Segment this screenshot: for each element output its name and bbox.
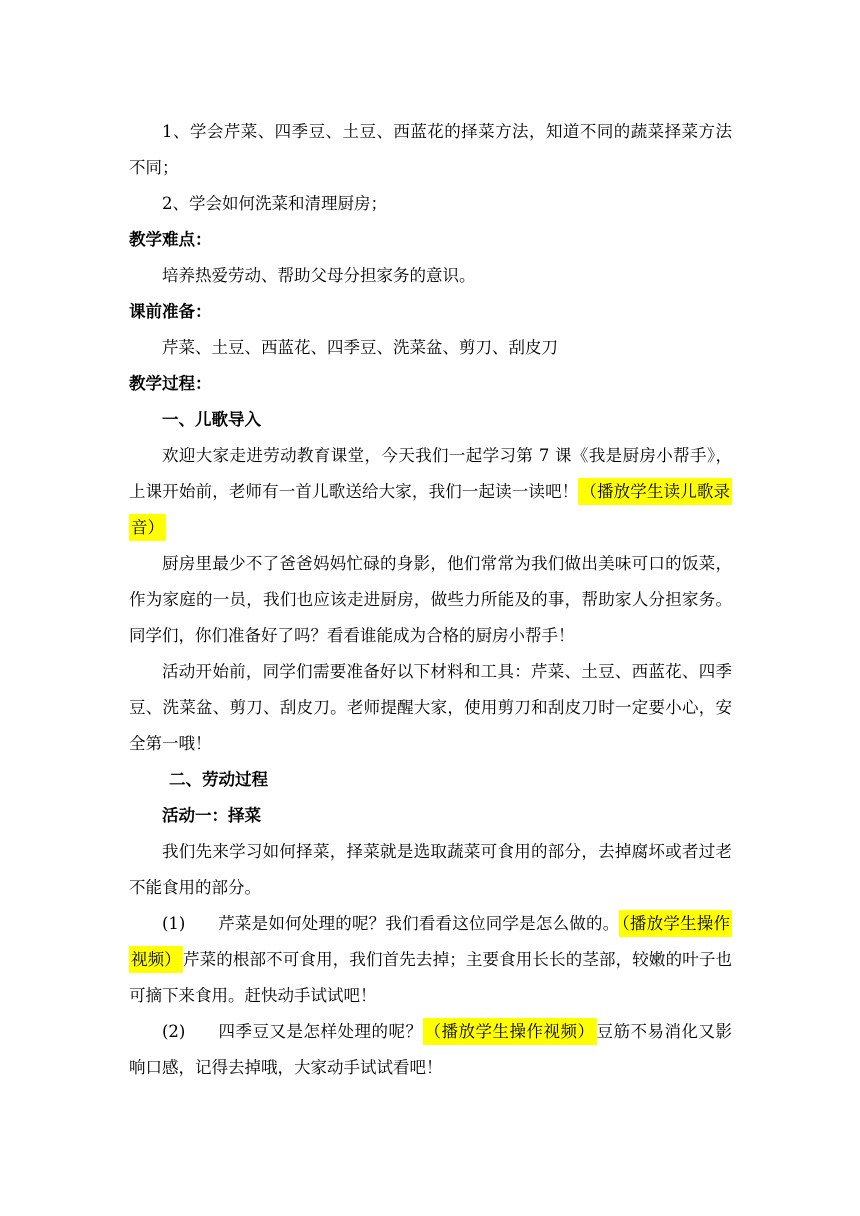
difficulty-heading: 教学难点： [129, 230, 212, 249]
step2-after: 豆筋不易消化又影响口感，记得去掉哦，大家动手试试看吧！ [129, 1022, 732, 1077]
section1-para1-text: 欢迎大家走进劳动教育课堂，今天我们一起学习第 7 课《我是厨房小帮手》，上课开始前，老师有一首儿歌送给大家，我们一起读一读吧！ [129, 446, 732, 501]
activity1-title: 活动一：择菜 [162, 806, 261, 825]
section2-title: 二、劳动过程 [169, 770, 268, 789]
highlight-play-video-2: （播放学生操作视频） [423, 1018, 597, 1045]
activity1-step-2 [129, 1014, 732, 1086]
objective-1: 1、学会芹菜、四季豆、土豆、西蓝花的择菜方法，知道不同的蔬菜择菜方法不同； [129, 122, 732, 177]
difficulty-text: 培养热爱劳动、帮助父母分担家务的意识。 [162, 266, 476, 285]
section1-paragraph-3: 活动开始前，同学们需要准备好以下材料和工具：芹菜、土豆、西蓝花、四季豆、洗菜盆、剪刀、刮皮刀。老师提醒大家，使用剪刀和刮皮刀时一定要小心，安全第一哦！ [129, 662, 732, 753]
highlight-play-recording: （播放学生读儿歌录音） [129, 478, 732, 541]
step1-after: 芹菜的根部不可食用，我们首先去掉；主要食用长长的茎部，较嫩的叶子也可摘下来食用。赶快动手试试吧！ [129, 950, 733, 1005]
preparation-text: 芹菜、土豆、西蓝花、四季豆、洗菜盆、剪刀、刮皮刀 [162, 338, 558, 357]
objective-2: 2、学会如何洗菜和清理厨房； [162, 194, 387, 213]
activity1-intro: 我们先来学习如何择菜，择菜就是选取蔬菜可食用的部分，去掉腐坏或者过老不能食用的部分。 [129, 842, 732, 897]
section1-paragraph-1 [129, 438, 732, 546]
step2-text: 四季豆又是怎样处理的呢？ [218, 1022, 423, 1041]
step1-text: 芹菜是如何处理的呢？我们看看这位同学是怎么做的。 [218, 914, 620, 933]
step2-number: (2) [162, 1022, 186, 1041]
process-heading: 教学过程： [129, 374, 212, 393]
step1-number: (1) [162, 914, 186, 933]
preparation-heading: 课前准备： [129, 302, 212, 321]
activity1-step-1 [129, 906, 732, 1014]
section1-paragraph-2: 厨房里最少不了爸爸妈妈忙碌的身影，他们常常为我们做出美味可口的饭菜，作为家庭的一员，我们也应该走进厨房，做些力所能及的事，帮助家人分担家务。同学们，你们准备好了吗？看看谁能成为合格的厨房小帮手！ [129, 554, 732, 645]
section1-title: 一、儿歌导入 [162, 410, 261, 429]
highlight-play-video-1: （播放学生操作视频） [129, 910, 732, 973]
